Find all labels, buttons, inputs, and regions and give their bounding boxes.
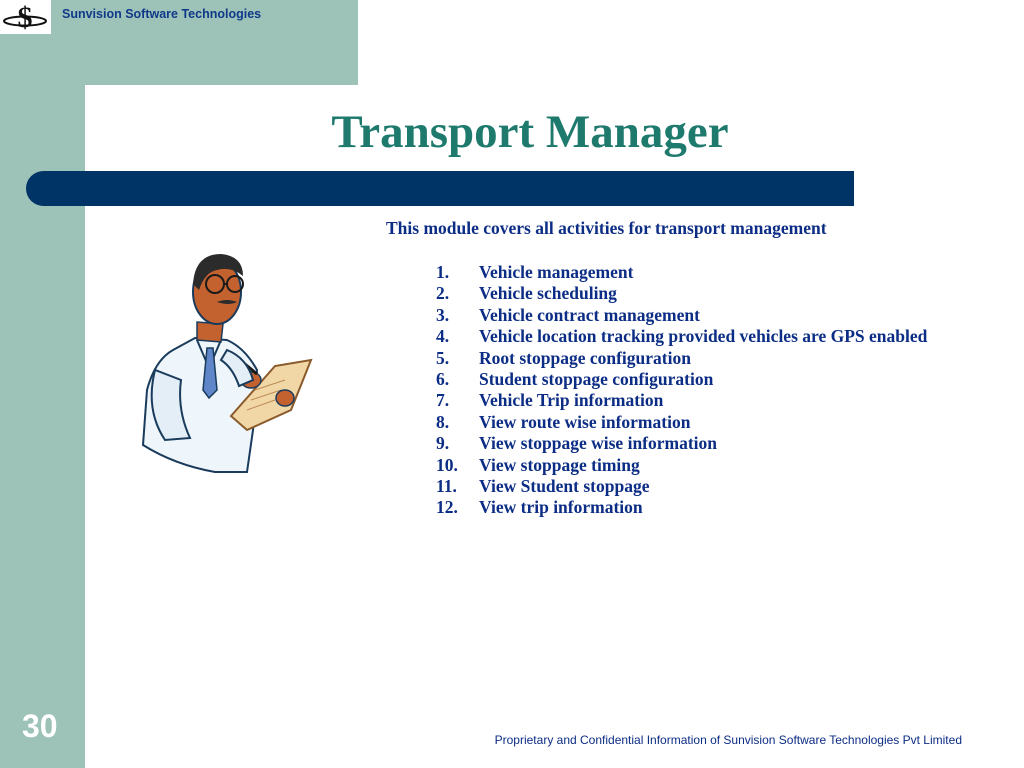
slide-title: Transport Manager xyxy=(331,106,729,158)
list-item-text: View stoppage timing xyxy=(479,454,640,475)
list-item-number: 8. xyxy=(436,411,450,432)
list-item-number: 12. xyxy=(436,497,458,518)
list-item-number: 5. xyxy=(436,347,450,368)
company-logo xyxy=(0,0,51,34)
list-item-text: Root stoppage configuration xyxy=(479,347,691,368)
feature-list xyxy=(436,262,946,519)
list-item-text: Vehicle scheduling xyxy=(479,283,617,304)
list-item-text: Student stoppage configuration xyxy=(479,369,714,390)
feature-list-item xyxy=(436,433,946,454)
feature-list-item xyxy=(436,497,946,518)
list-item-number: 9. xyxy=(436,433,450,454)
feature-list-item xyxy=(436,326,946,347)
list-item-number: 11. xyxy=(436,476,457,497)
feature-list-item xyxy=(436,455,946,476)
feature-list-item xyxy=(436,348,946,369)
list-item-text: Vehicle contract management xyxy=(479,304,700,325)
list-item-text: View stoppage wise information xyxy=(479,433,718,454)
list-item-number: 7. xyxy=(436,390,450,411)
feature-list-item xyxy=(436,412,946,433)
company-name: Sunvision Software Technologies xyxy=(62,7,262,21)
list-item-number: 3. xyxy=(436,304,450,325)
module-intro: This module covers all activities for transport management xyxy=(386,218,827,238)
sidebar-band xyxy=(0,0,85,768)
list-item-text: Vehicle location tracking provided vehicles are GPS enabled xyxy=(479,326,928,347)
feature-list-item xyxy=(436,476,946,497)
confidentiality-footer: Proprietary and Confidential Information of Sunvision Software Technologies Pvt Limited xyxy=(494,733,962,747)
svg-text:$: $ xyxy=(17,1,33,34)
list-item-text: Vehicle management xyxy=(479,262,634,282)
feature-list-item xyxy=(436,262,946,283)
list-item-text: View route wise information xyxy=(479,411,691,432)
list-item-text: Vehicle Trip information xyxy=(479,390,664,411)
list-item-number: 1. xyxy=(436,262,450,282)
dollar-sign-logo-icon xyxy=(0,0,51,34)
feature-list-item xyxy=(436,305,946,326)
title-underline-bar xyxy=(26,171,854,206)
list-item-text: View trip information xyxy=(479,497,643,518)
list-item-number: 6. xyxy=(436,369,450,390)
feature-list-item xyxy=(436,390,946,411)
feature-list-item xyxy=(436,283,946,304)
list-item-number: 2. xyxy=(436,283,450,304)
feature-list-item xyxy=(436,369,946,390)
list-item-number: 10. xyxy=(436,454,458,475)
page-number: 30 xyxy=(22,708,58,744)
list-item-number: 4. xyxy=(436,326,450,347)
man-with-clipboard-clipart xyxy=(135,240,315,485)
list-item-text: View Student stoppage xyxy=(479,476,650,497)
